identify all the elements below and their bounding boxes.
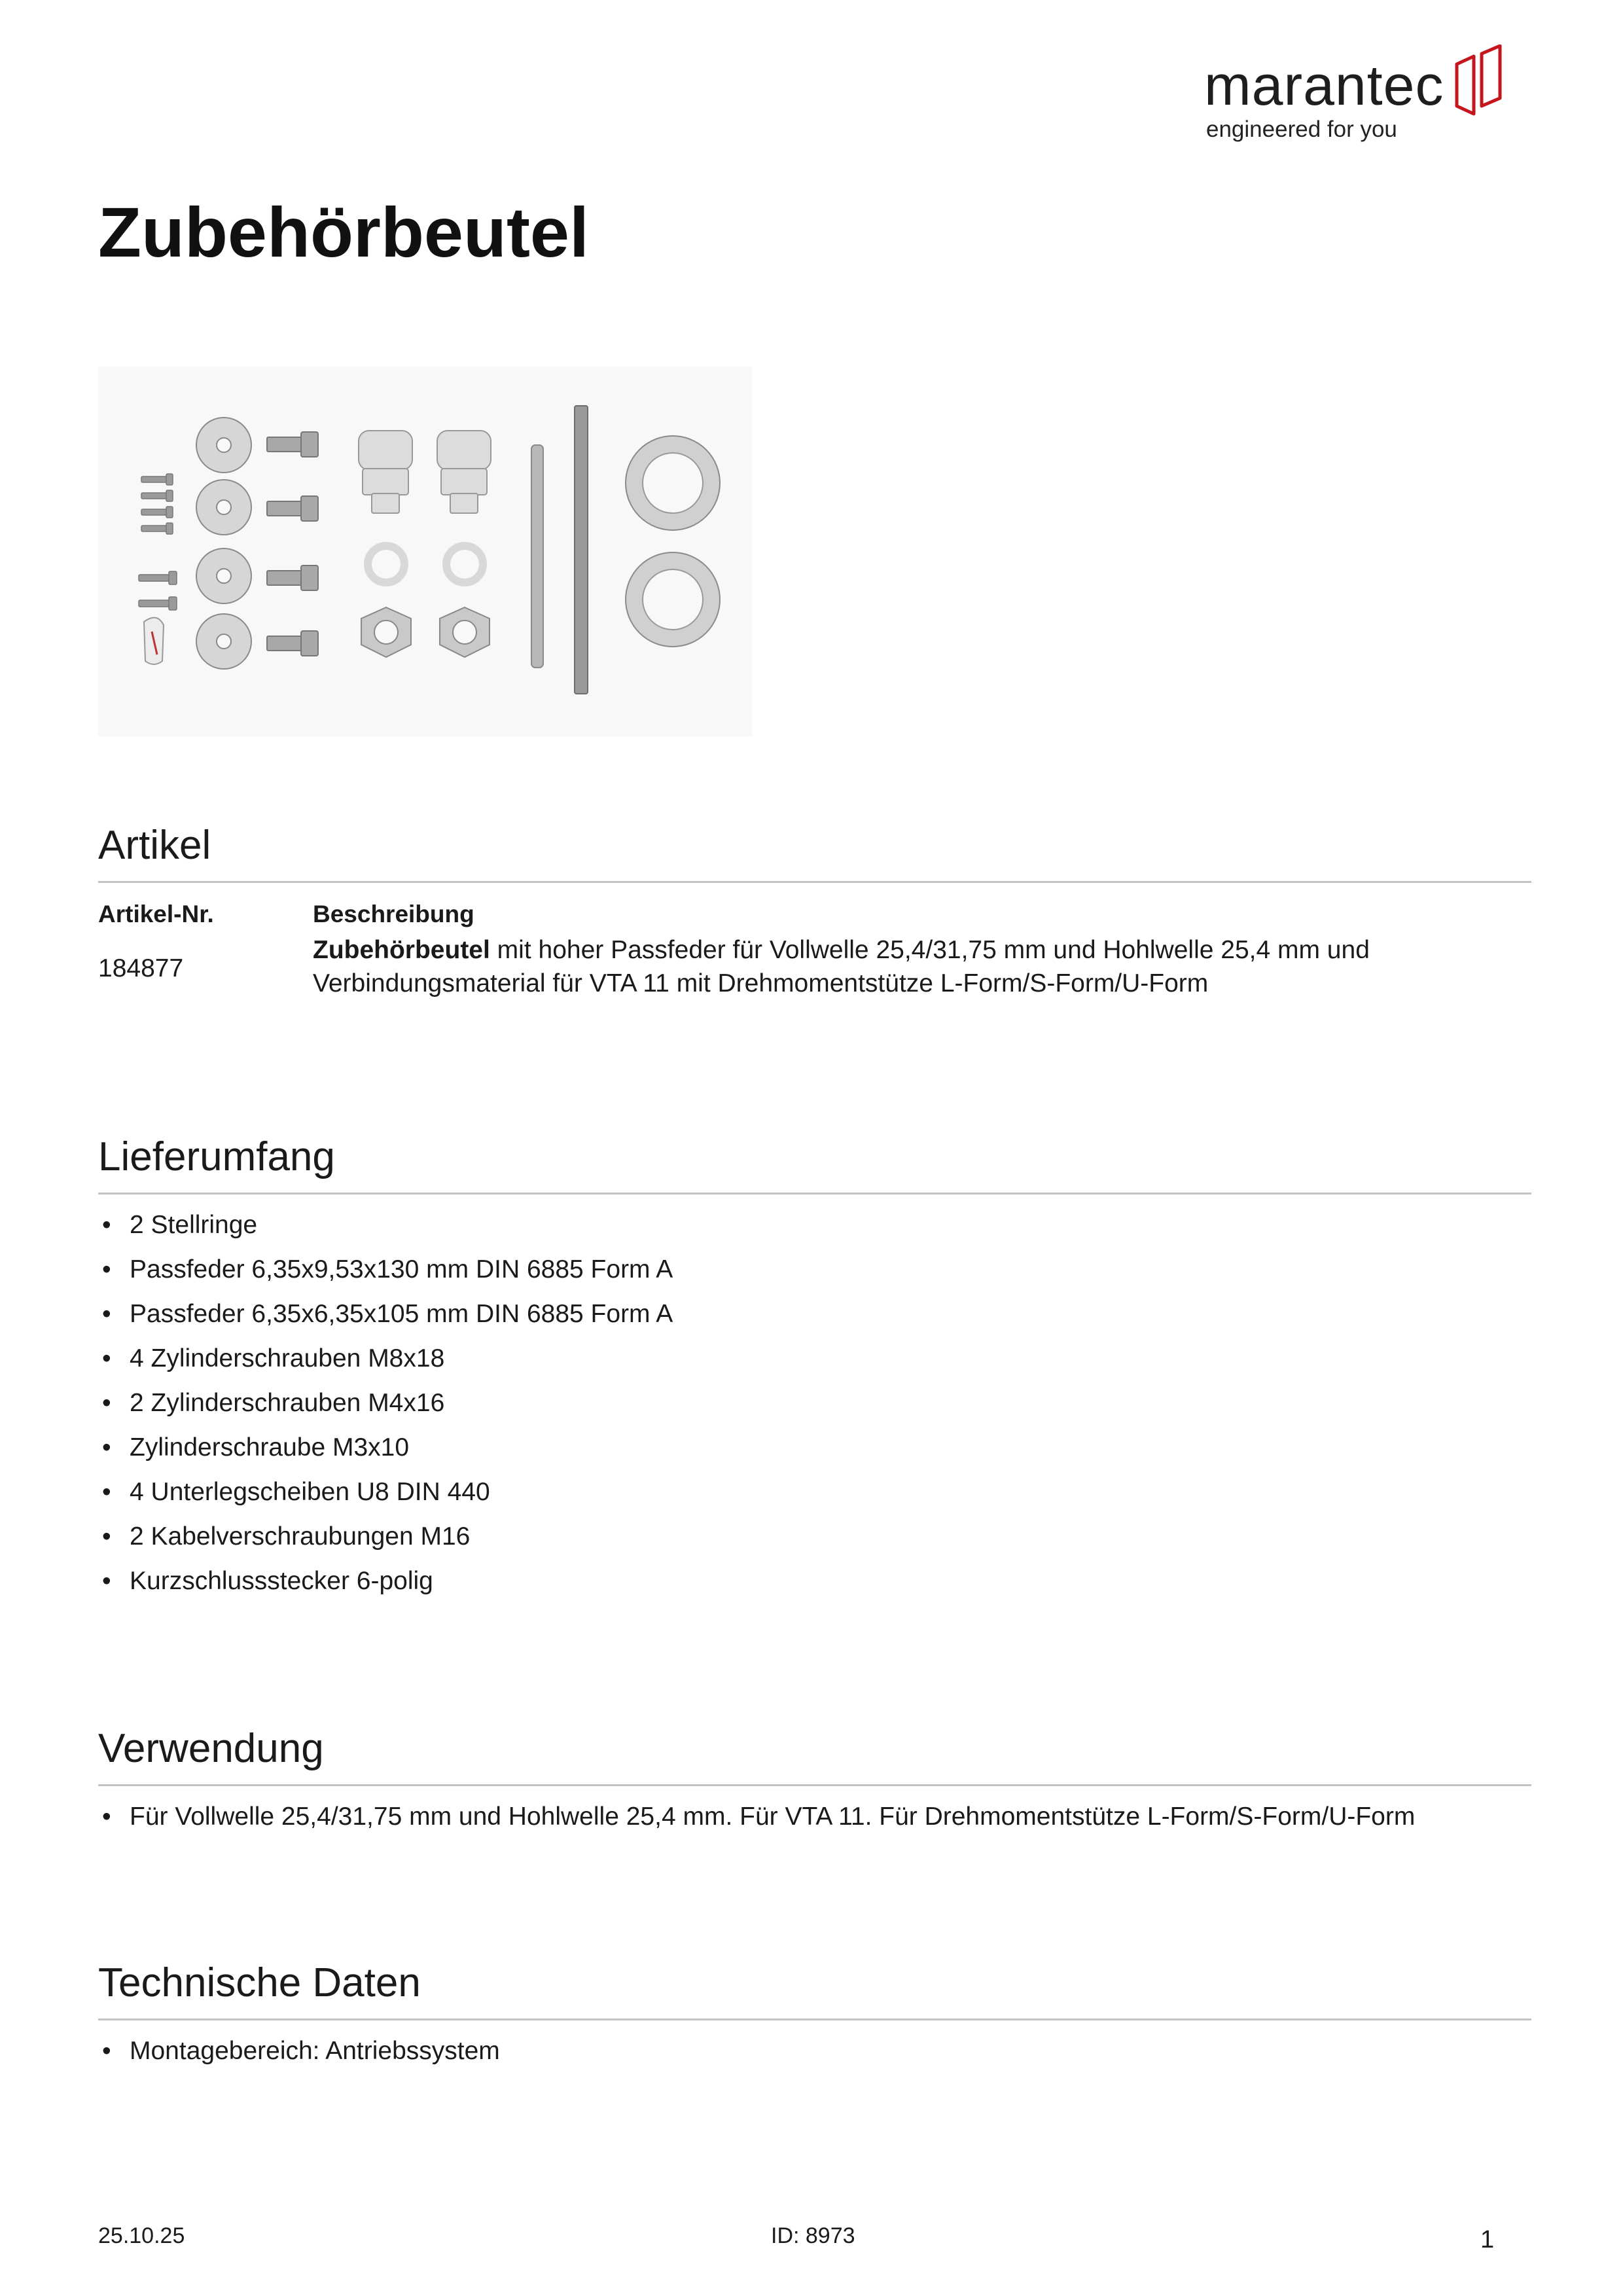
list-item: • Zylinderschraube M3x10: [98, 1426, 673, 1470]
list-item: • Kurzschlussstecker 6-polig: [98, 1559, 673, 1604]
list-item: • Passfeder 6,35x6,35x105 mm DIN 6885 Form A: [98, 1292, 673, 1336]
section-title-lieferumfang: Lieferumfang: [98, 1134, 335, 1179]
section-title-verwendung: Verwendung: [98, 1726, 324, 1771]
bullet-icon: •: [102, 2037, 111, 2065]
product-image: [98, 367, 753, 736]
footer-id: ID: 8973: [771, 2223, 855, 2248]
section-divider: [98, 1784, 1531, 1786]
article-description-line1: mit hoher Passfeder für Vollwelle 25,4/31,75 mm und Hohlwelle 25,4 mm und: [490, 936, 1370, 964]
brand-tagline: engineered for you: [1206, 117, 1397, 142]
bullet-icon: •: [102, 1211, 111, 1239]
article-description-bold: Zubehörbeutel: [313, 936, 490, 964]
bullet-icon: •: [102, 1522, 111, 1551]
list-item: • 2 Stellringe: [98, 1203, 673, 1247]
verwendung-list: [98, 1795, 1415, 1839]
lieferumfang-list: [98, 1203, 673, 1604]
list-item: • 4 Unterlegscheiben U8 DIN 440: [98, 1470, 673, 1515]
page-title: Zubehörbeutel: [98, 192, 589, 272]
technische-daten-list: [98, 2029, 500, 2073]
list-item: • Passfeder 6,35x9,53x130 mm DIN 6885 Form A: [98, 1247, 673, 1292]
list-item: • Für Vollwelle 25,4/31,75 mm und Hohlwelle 25,4 mm. Für VTA 11. Für Drehmomentstütze L-Form/S-Form/U-Form: [98, 1795, 1415, 1839]
footer-date: 25.10.25: [98, 2223, 185, 2248]
section-divider: [98, 881, 1531, 883]
list-item: • Montagebereich: Antriebssystem: [98, 2029, 500, 2073]
bullet-icon: •: [102, 1300, 111, 1328]
column-header-beschreibung: Beschreibung: [313, 901, 474, 927]
bullet-icon: •: [102, 1344, 111, 1372]
section-title-technische-daten: Technische Daten: [98, 1960, 421, 2005]
bullet-icon: •: [102, 1478, 111, 1506]
bullet-icon: •: [102, 1567, 111, 1595]
article-number: 184877: [98, 954, 184, 982]
column-header-artikel-nr: Artikel-Nr.: [98, 901, 214, 927]
list-item: • 2 Zylinderschrauben M4x16: [98, 1381, 673, 1426]
brand-logo: [1204, 45, 1505, 143]
article-description-line2: Verbindungsmaterial für VTA 11 mit Drehmomentstütze L-Form/S-Form/U-Form: [313, 969, 1209, 997]
section-title-artikel: Artikel: [98, 823, 211, 868]
bullet-icon: •: [102, 1389, 111, 1417]
list-item: • 4 Zylinderschrauben M8x18: [98, 1336, 673, 1381]
brand-wordmark: marantec: [1204, 54, 1444, 117]
article-description: [313, 933, 1370, 1000]
list-item: • 2 Kabelverschraubungen M16: [98, 1515, 673, 1559]
brand-mark-icon: [1454, 45, 1505, 118]
bullet-icon: •: [102, 1803, 111, 1831]
section-divider: [98, 2018, 1531, 2020]
bullet-icon: •: [102, 1255, 111, 1283]
section-divider: [98, 1193, 1531, 1194]
page-number: 1: [1480, 2226, 1495, 2253]
bullet-icon: •: [102, 1433, 111, 1462]
